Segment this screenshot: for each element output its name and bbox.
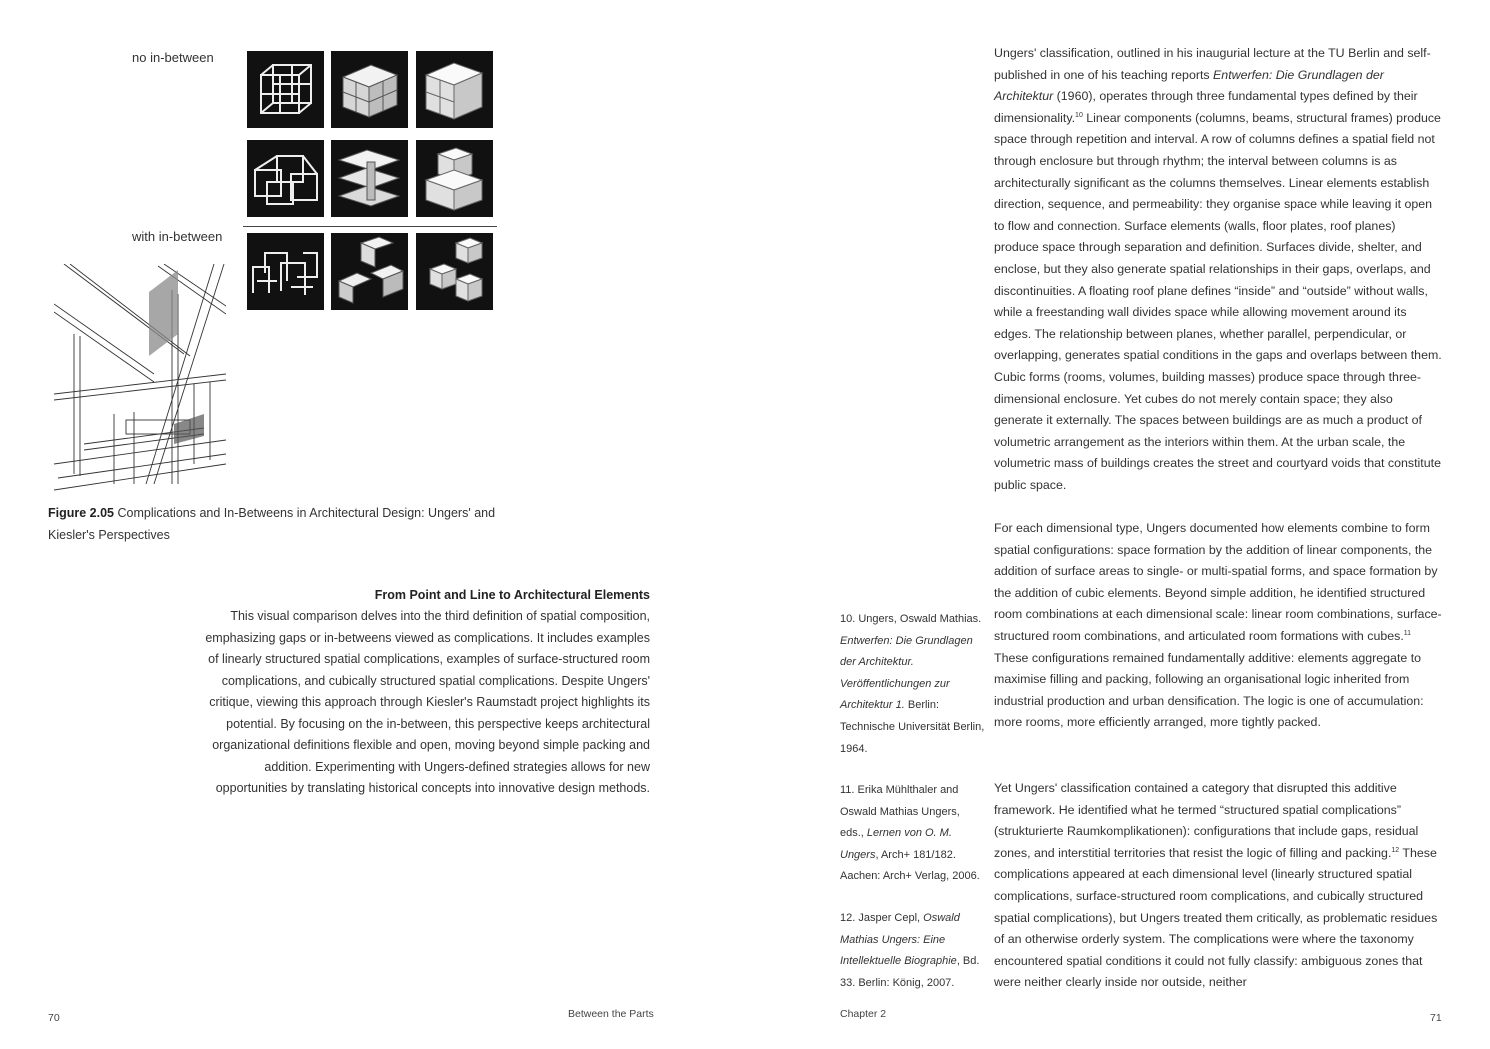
thumb-surface-complication: [331, 233, 408, 310]
intro-paragraph: This visual comparison delves into the third definition of spatial composition, emphasizing gaps or in-betweens viewed as complications. It includes examples of linearly structured spatial complications, examples of surface-structured room complications, and cubically structured spatial complications. Despite Ungers' critique, viewing this approach through Kiesler's Raumstadt project highlights its potential. By focusing on the in-between, this perspective keeps architectural organizational definitions flexible and open, moving beyond simple packing and addition. Experimenting with Ungers-defined strategies allows for new opportunities by translating historical concepts into innovative design methods.: [205, 609, 650, 795]
figure-caption: [48, 502, 518, 546]
page-number-right: 71: [1430, 1012, 1442, 1024]
body-paragraph-3: Yet Ungers' classification contained a category that disrupted this additive framework. He identified what he termed “structured spatial complications” (strukturierte Raumkomplikationen): configurations that include gaps, residual zones, and interstitial territories that resist the logic of filling and packing.$^{12}$ These complications appeared at each dimensional level (linearly structured spatial complications, surface-structured room complications, and cubically structured spatial complications), but Ungers treated them critically, as problematic residues of an otherwise orderly system. The complications were where the taxonomy encountered spatial conditions it could not fully classify: ambiguous zones that were neither clearly inside nor outside, neither: [994, 781, 1438, 990]
thumb-linear-packed: [247, 51, 324, 128]
label-with-in-between: with in-between: [132, 229, 223, 244]
footnote-ref-10[interactable]: 10: [1075, 111, 1083, 119]
thumb-linear-combined: [247, 140, 324, 217]
thumb-surface-combined: [331, 140, 408, 217]
running-header-left: Between the Parts: [568, 1008, 654, 1020]
figure-divider-rule: [243, 226, 497, 227]
body-paragraph-2: For each dimensional type, Ungers documented how elements combine to form spatial configurations: space formation by the addition of linear components, the addition of surface areas to single- or multi-spatial forms, and space formation by the addition of cubic elements. Beyond simple addition, he identified structured room combinations at each dimensional scale: linear room combinations, surface-structured room combinations, and articulated room formations with cubes.$^{11}$ These configurations remained fundamentally additive: elements aggregate to maximise filling and packing, following an organisational logic inherited from industrial production and urban densification. The logic is one of accumulation: more rooms, more efficiently arranged, more tightly packed.: [994, 521, 1442, 730]
page-number-left: 70: [48, 1012, 60, 1024]
footnote-10: 10. Ungers, Oswald Mathias. Entwerfen: Die Grundlagen der Architektur. Veröffentlichungen zur Architektur 1. Berlin: Technische Universität Berlin, 1964.: [840, 613, 985, 755]
label-no-in-between: no in-between: [132, 50, 214, 65]
thumb-linear-complication: [247, 233, 324, 310]
footnote-ref-11[interactable]: 11: [1403, 629, 1412, 637]
footnote-ref-12[interactable]: 12: [1391, 846, 1400, 854]
kiesler-perspective-drawing: [54, 264, 226, 496]
thumb-cubic-packed: [416, 51, 493, 128]
footnote-11: 11. Erika Mühlthaler and Oswald Mathias Ungers, eds., Lernen von O. M. Ungers, Arch+ 181/182. Aachen: Arch+ Verlag, 2006.: [840, 784, 980, 883]
figure-caption-number: Figure 2.05: [48, 506, 114, 520]
section-heading: From Point and Line to Architectural Elements: [374, 588, 650, 602]
footnote-12: 12. Jasper Cepl, Oswald Mathias Ungers: Eine Intellektuelle Biographie, Bd. 33. Berlin: König, 2007.: [840, 912, 980, 989]
thumb-cubic-complication: [416, 233, 493, 310]
running-header-right: Chapter 2: [840, 1008, 887, 1020]
body-paragraph-1: Ungers' classification, outlined in his inaugurial lecture at the TU Berlin and self-published in one of his teaching reports Entwerfen: Die Grundlagen der Architektur (1960), operates through three fundamental types defined by their dimensionality.$^{10}$ Linear components (columns, beams, structural frames) produce space through repetition and interval. A row of columns defines a spatial field not through enclosure but through rhythm; the interval between columns is as architecturally significant as the columns themselves. Linear elements establish direction, sequence, and permeability: they organise space while leaving it open to flow and connection. Surface elements (walls, floor plates, roof planes) produce space through separation and definition. Surfaces divide, shelter, and enclose, but they also generate spatial relationships in their gaps, overlaps, and discontinuities. A floating roof plane defines “inside” and “outside” without walls, while a freestanding wall divides space while allowing movement around its edges. The relationship between planes, whether parallel, perpendicular, or overlapping, generates spatial conditions in the gaps and overlaps between them. Cubic forms (rooms, volumes, building masses) produce space through three-dimensional enclosure. Yet cubes do not merely contain space; they also generate it externally. The spaces between buildings are as much a product of volumetric arrangement as the interiors within them. At the urban scale, the volumetric mass of buildings creates the street and courtyard voids that constitute public space.: [994, 46, 1442, 492]
thumb-surface-packed: [331, 51, 408, 128]
figure-caption-text: Complications and In-Betweens in Architectural Design: Ungers' and Kiesler's Perspectives: [48, 506, 496, 542]
thumb-cubic-combined: [416, 140, 493, 217]
